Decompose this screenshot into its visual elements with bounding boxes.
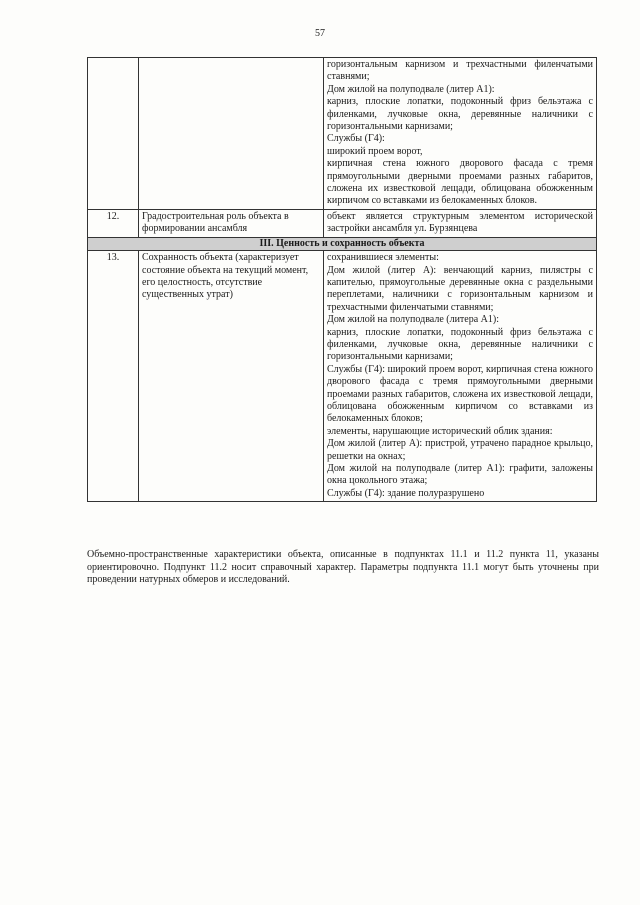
description-line: Дом жилой на полуподвале (литера А1): [327,314,500,326]
description-line: Дом жилой (литер А): венчающий карниз, пилястры с капителью, прямоугольные деревянные окна с раздельными переплетами, наличники с горизонтальным карнизом и трехчастными филенчатыми ставнями; [327,264,593,313]
description-line: кирпичная стена южного дворового фасада с тремя прямоугольными дверными проемами разных габаритов, сложена их известковой лещади, облицована обожженным кирпичом со вставками из белокаменных блоков. [327,158,593,207]
row-description-cell [324,251,597,502]
description-line: Дом жилой на полуподвале (литер А1): графити, заложены окна цокольного этажа; [327,463,593,487]
table-row-12 [88,209,597,237]
description-line: широкий проем ворот, [327,145,423,157]
section-heading: III. Ценность и сохранность объекта [88,237,597,250]
description-line: карниз, плоские лопатки, подоконный фриз бельэтажа с филенками, лучковые окна, деревянные наличники с горизонтальными карнизами; [327,96,593,133]
page-number: 57 [315,28,325,39]
row-number-cell [88,58,139,210]
description-line: Службы (Г4): [327,133,385,145]
row-number-cell: 13. [88,251,139,502]
footnote-paragraph: Объемно-пространственные характеристики объекта, описанные в подпунктах 11.1 и 11.2 пункта 11, указаны ориентировочно. Подпункт 11.2 носит справочный характер. Параметры подпункта 11.1 могут быть уточнены при проведении натурных обмеров и исследований. [87,549,599,585]
row-label-cell: Сохранность объекта (характеризует состояние объекта на текущий момент, его целостность, отсутствие существенных утрат) [139,251,324,502]
description-line: элементы, нарушающие исторический облик здания: [327,425,553,437]
table-row-continued [88,58,597,210]
row-label-cell: Градостроительная роль объекта в формировании ансамбля [139,209,324,237]
row-description-cell [324,58,597,210]
description-line: Службы (Г4): широкий проем ворот, кирпичная стена южного дворового фасада с тремя прямоугольными дверными проемами разных габаритов, сложена их известковой лещади, облицована обожженным кирпичом со вставками из белокаменных блоков; [327,363,593,425]
description-line: сохранившиеся элементы: [327,252,439,264]
description-line: карниз, плоские лопатки, подоконный фриз бельэтажа с филенками, лучковые окна, деревянные наличники с горизонтальными карнизами; [327,326,593,363]
row-label-cell [139,58,324,210]
description-line: горизонтальным карнизом и трехчастными филенчатыми ставнями; [327,59,593,83]
object-description-table [87,57,597,502]
description-line: Службы (Г4): здание полуразрушено [327,487,485,499]
description-line: Дом жилой (литер А): пристрой, утрачено парадное крыльцо, решетки на окнах; [327,438,593,462]
description-line: Дом жилой на полуподвале (литер А1): [327,83,495,95]
row-number-cell: 12. [88,209,139,237]
table-row-13 [88,251,597,502]
section-heading-row [88,237,597,250]
row-description-cell: объект является структурным элементом исторической застройки ансамбля ул. Бурзянцева [324,209,597,237]
